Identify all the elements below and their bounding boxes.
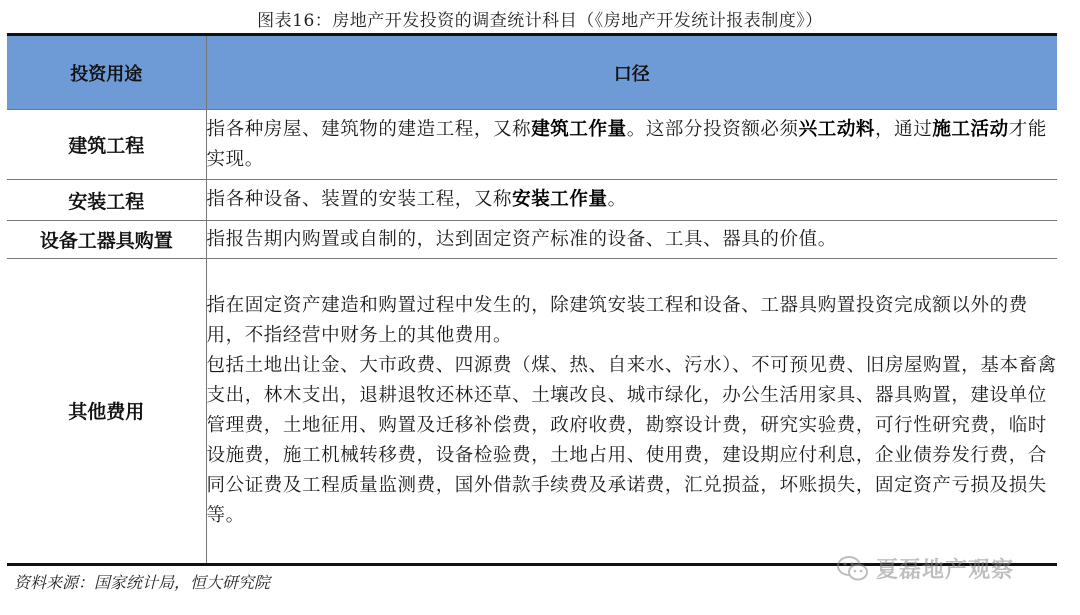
- description-text: 指各种设备、装置的安装工程，又称: [206, 189, 513, 210]
- figure-title: 图表16：房地产开发投资的调查统计科目（《房地产开发统计报表制度》）: [257, 11, 823, 31]
- header-definition: 口径: [206, 36, 1057, 110]
- watermark: [836, 553, 1014, 584]
- description-text: 指各种房屋、建筑物的建造工程，又称: [206, 118, 532, 140]
- row-description: [206, 180, 1057, 221]
- description-text: 。这部分投资额必须: [626, 118, 799, 140]
- description-text: ，通过: [875, 118, 933, 140]
- table-row: [7, 110, 1057, 180]
- row-label: 设备工器具购置: [7, 221, 206, 259]
- row-description: [206, 110, 1057, 180]
- table-row: [7, 221, 1057, 259]
- description-text: 指在固定资产建造和购置过程中发生的，除建筑安装工程和设备、工器具购置投资完成额以外的费用，不指经营中财务上的其他费用。: [206, 294, 1028, 346]
- row-label: 其他费用: [7, 259, 206, 563]
- header-investment-use: 投资用途: [7, 36, 206, 110]
- statistics-table: [7, 36, 1057, 563]
- row-label: 安装工程: [7, 180, 206, 221]
- wechat-icon: [836, 554, 870, 584]
- emphasis-text: 建筑工作量: [531, 118, 627, 140]
- table-header-row: [7, 36, 1057, 110]
- emphasis-text: 施工活动: [932, 118, 1009, 140]
- row-description: [206, 221, 1057, 259]
- description-text: 指报告期内购置或自制的，达到固定资产标准的设备、工具、器具的价值。: [206, 228, 837, 250]
- description-text: 才能实现。: [206, 118, 1047, 170]
- emphasis-text: 兴工动料: [798, 118, 876, 140]
- source-note: 资料来源：国家统计局，恒大研究院: [14, 573, 271, 592]
- description-text: 。: [607, 189, 627, 210]
- description-text: 包括土地出让金、大市政费、四源费（煤、热、自来水、污水）、不可预见费、旧房屋购置，基本畜禽支出，林木支出，退耕退牧还林还草、土壤改良、城市绿化，办公生活用家具、器具购置，建设单位管理费，土地征用、购置及迁移补偿费，政府收费，勘察设计费，研究实验费，可行性研究费，临时设施费，施工机械转移费，设备检验费，土地占用、使用费，建设期应付利息，企业债券发行费，合同公证费及工程质量监测费，国外借款手续费及承诺费，汇兑损益，坏账损失，固定资产亏损及损失等。: [206, 354, 1057, 526]
- watermark-text: 夏磊地产观察: [876, 558, 1015, 583]
- emphasis-text: 安装工作量: [512, 189, 608, 210]
- row-description: [206, 259, 1057, 563]
- row-label: 建筑工程: [7, 110, 206, 180]
- table-row: [7, 180, 1057, 221]
- table-row: [7, 259, 1057, 563]
